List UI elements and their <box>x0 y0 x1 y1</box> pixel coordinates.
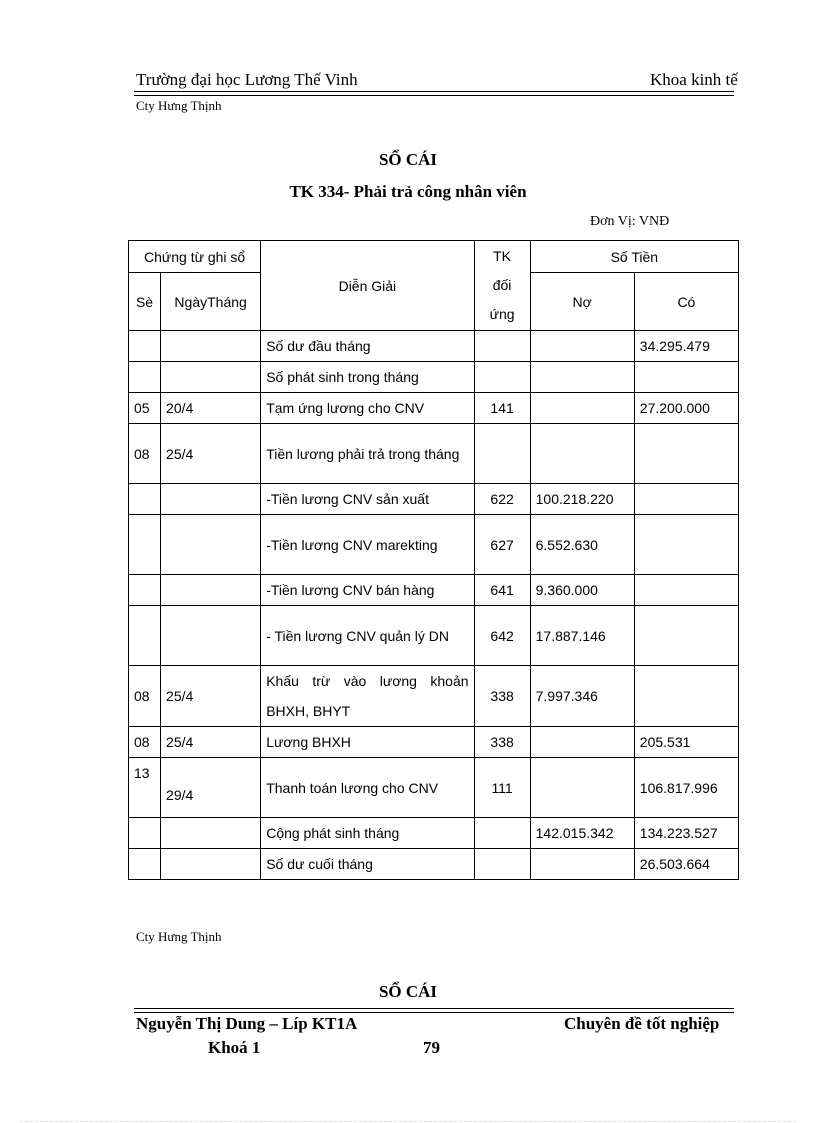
voucher-no-cell: 08 <box>129 666 161 727</box>
description-header: Diễn Giải <box>261 241 474 331</box>
debit-header: Nợ <box>530 273 634 331</box>
credit-cell: 106.817.996 <box>634 758 738 818</box>
description-cell: - Tiền lương CNV quản lý DN <box>261 606 474 666</box>
debit-cell: 17.887.146 <box>530 606 634 666</box>
description-cell: -Tiền lương CNV marekting <box>261 515 474 575</box>
amount-group-header: Số Tiền <box>530 241 738 273</box>
credit-cell <box>634 484 738 515</box>
footer-rule <box>134 1012 734 1013</box>
header-rule-thin <box>134 95 734 96</box>
description-cell: Khấu trừ vào lương khoản BHXH, BHYT <box>261 666 474 727</box>
voucher-no-cell: 13 <box>129 758 161 818</box>
voucher-date-cell <box>161 575 261 606</box>
debit-cell: 7.997.346 <box>530 666 634 727</box>
voucher-date-header: NgàyTháng <box>161 273 261 331</box>
voucher-date-cell: 29/4 <box>161 758 261 818</box>
contra-account-cell <box>474 424 530 484</box>
voucher-date-cell: 20/4 <box>161 393 261 424</box>
debit-cell <box>530 331 634 362</box>
voucher-date-cell <box>161 606 261 666</box>
description-cell: Cộng phát sinh tháng <box>261 818 474 849</box>
voucher-no-cell <box>129 849 161 880</box>
table-row <box>129 331 739 362</box>
voucher-group-header: Chứng từ ghi sổ <box>129 241 261 273</box>
contra-account-cell <box>474 849 530 880</box>
contra-account-cell: 141 <box>474 393 530 424</box>
debit-cell: 9.360.000 <box>530 575 634 606</box>
description-cell: Số phát sinh trong tháng <box>261 362 474 393</box>
description-cell: -Tiền lương CNV sản xuất <box>261 484 474 515</box>
debit-cell: 142.015.342 <box>530 818 634 849</box>
thesis-label: Chuyên đề tốt nghiệp <box>564 1014 720 1033</box>
voucher-no-cell <box>129 515 161 575</box>
page-number: 79 <box>423 1038 440 1057</box>
faculty-name: Khoa kinh tế <box>650 70 738 89</box>
contra-account-header: TK đối ứng <box>474 241 530 331</box>
voucher-no-cell <box>129 575 161 606</box>
description-cell: Tạm ứng lương cho CNV <box>261 393 474 424</box>
voucher-date-cell <box>161 484 261 515</box>
contra-account-cell: 627 <box>474 515 530 575</box>
header-rule <box>134 91 734 92</box>
voucher-date-cell <box>161 362 261 393</box>
ledger-table <box>128 240 739 880</box>
voucher-date-cell: 25/4 <box>161 424 261 484</box>
contra-account-cell: 622 <box>474 484 530 515</box>
contra-account-cell: 642 <box>474 606 530 666</box>
debit-cell <box>530 758 634 818</box>
table-row <box>129 424 739 484</box>
page-edge <box>20 1121 796 1122</box>
contra-account-cell: 641 <box>474 575 530 606</box>
voucher-no-cell <box>129 818 161 849</box>
contra-account-cell <box>474 331 530 362</box>
voucher-no-cell: 08 <box>129 727 161 758</box>
table-row <box>129 849 739 880</box>
credit-header: Có <box>634 273 738 331</box>
credit-cell: 26.503.664 <box>634 849 738 880</box>
currency-unit: Đơn Vị: VNĐ <box>590 214 670 229</box>
table-row <box>129 818 739 849</box>
description-cell: Tiền lương phải trả trong tháng <box>261 424 474 484</box>
debit-cell: 6.552.630 <box>530 515 634 575</box>
author-name: Nguyễn Thị Dung – Líp KT1A <box>136 1014 358 1033</box>
table-row <box>129 484 739 515</box>
credit-cell <box>634 575 738 606</box>
table-row <box>129 362 739 393</box>
contra-account-cell: 338 <box>474 666 530 727</box>
debit-cell <box>530 727 634 758</box>
credit-cell <box>634 515 738 575</box>
table-row <box>129 666 739 727</box>
table-row <box>129 575 739 606</box>
description-cell: -Tiền lương CNV bán hàng <box>261 575 474 606</box>
debit-cell <box>530 849 634 880</box>
table-row <box>129 515 739 575</box>
debit-cell <box>530 393 634 424</box>
contra-account-cell <box>474 818 530 849</box>
voucher-no-cell: 08 <box>129 424 161 484</box>
table-row <box>129 393 739 424</box>
voucher-date-cell <box>161 818 261 849</box>
course-label: Khoá 1 <box>208 1038 261 1057</box>
credit-cell: 34.295.479 <box>634 331 738 362</box>
credit-cell <box>634 362 738 393</box>
voucher-no-cell <box>129 362 161 393</box>
ledger-subtitle: TK 334- Phải trả công nhân viên <box>289 182 527 201</box>
description-cell: Số dư đầu tháng <box>261 331 474 362</box>
credit-cell <box>634 606 738 666</box>
contra-account-cell: 338 <box>474 727 530 758</box>
voucher-no-cell <box>129 331 161 362</box>
credit-cell: 134.223.527 <box>634 818 738 849</box>
debit-cell <box>530 362 634 393</box>
table-row <box>129 606 739 666</box>
table-row <box>129 758 739 818</box>
ledger-title: SỔ CÁI <box>378 150 438 169</box>
description-cell: Số dư cuối tháng <box>261 849 474 880</box>
voucher-date-cell <box>161 849 261 880</box>
voucher-no-cell <box>129 484 161 515</box>
credit-cell: 27.200.000 <box>634 393 738 424</box>
voucher-date-cell: 25/4 <box>161 666 261 727</box>
next-company-name: Cty Hưng Thịnh <box>136 929 222 944</box>
debit-cell <box>530 424 634 484</box>
table-row <box>129 727 739 758</box>
voucher-no-cell <box>129 606 161 666</box>
ledger-body <box>129 331 739 880</box>
voucher-date-cell <box>161 515 261 575</box>
debit-cell: 100.218.220 <box>530 484 634 515</box>
company-name: Cty Hưng Thịnh <box>136 98 222 113</box>
description-cell: Lương BHXH <box>261 727 474 758</box>
footer-rule-thin <box>134 1008 734 1009</box>
school-name: Trường đại học Lương Thế Vinh <box>136 70 358 89</box>
contra-account-cell: 111 <box>474 758 530 818</box>
contra-account-cell <box>474 362 530 393</box>
voucher-no-header: Sè <box>129 273 161 331</box>
credit-cell: 205.531 <box>634 727 738 758</box>
next-ledger-title: SỔ CÁI <box>378 982 438 1001</box>
voucher-no-cell: 05 <box>129 393 161 424</box>
credit-cell <box>634 666 738 727</box>
description-cell: Thanh toán lương cho CNV <box>261 758 474 818</box>
voucher-date-cell <box>161 331 261 362</box>
credit-cell <box>634 424 738 484</box>
voucher-date-cell: 25/4 <box>161 727 261 758</box>
